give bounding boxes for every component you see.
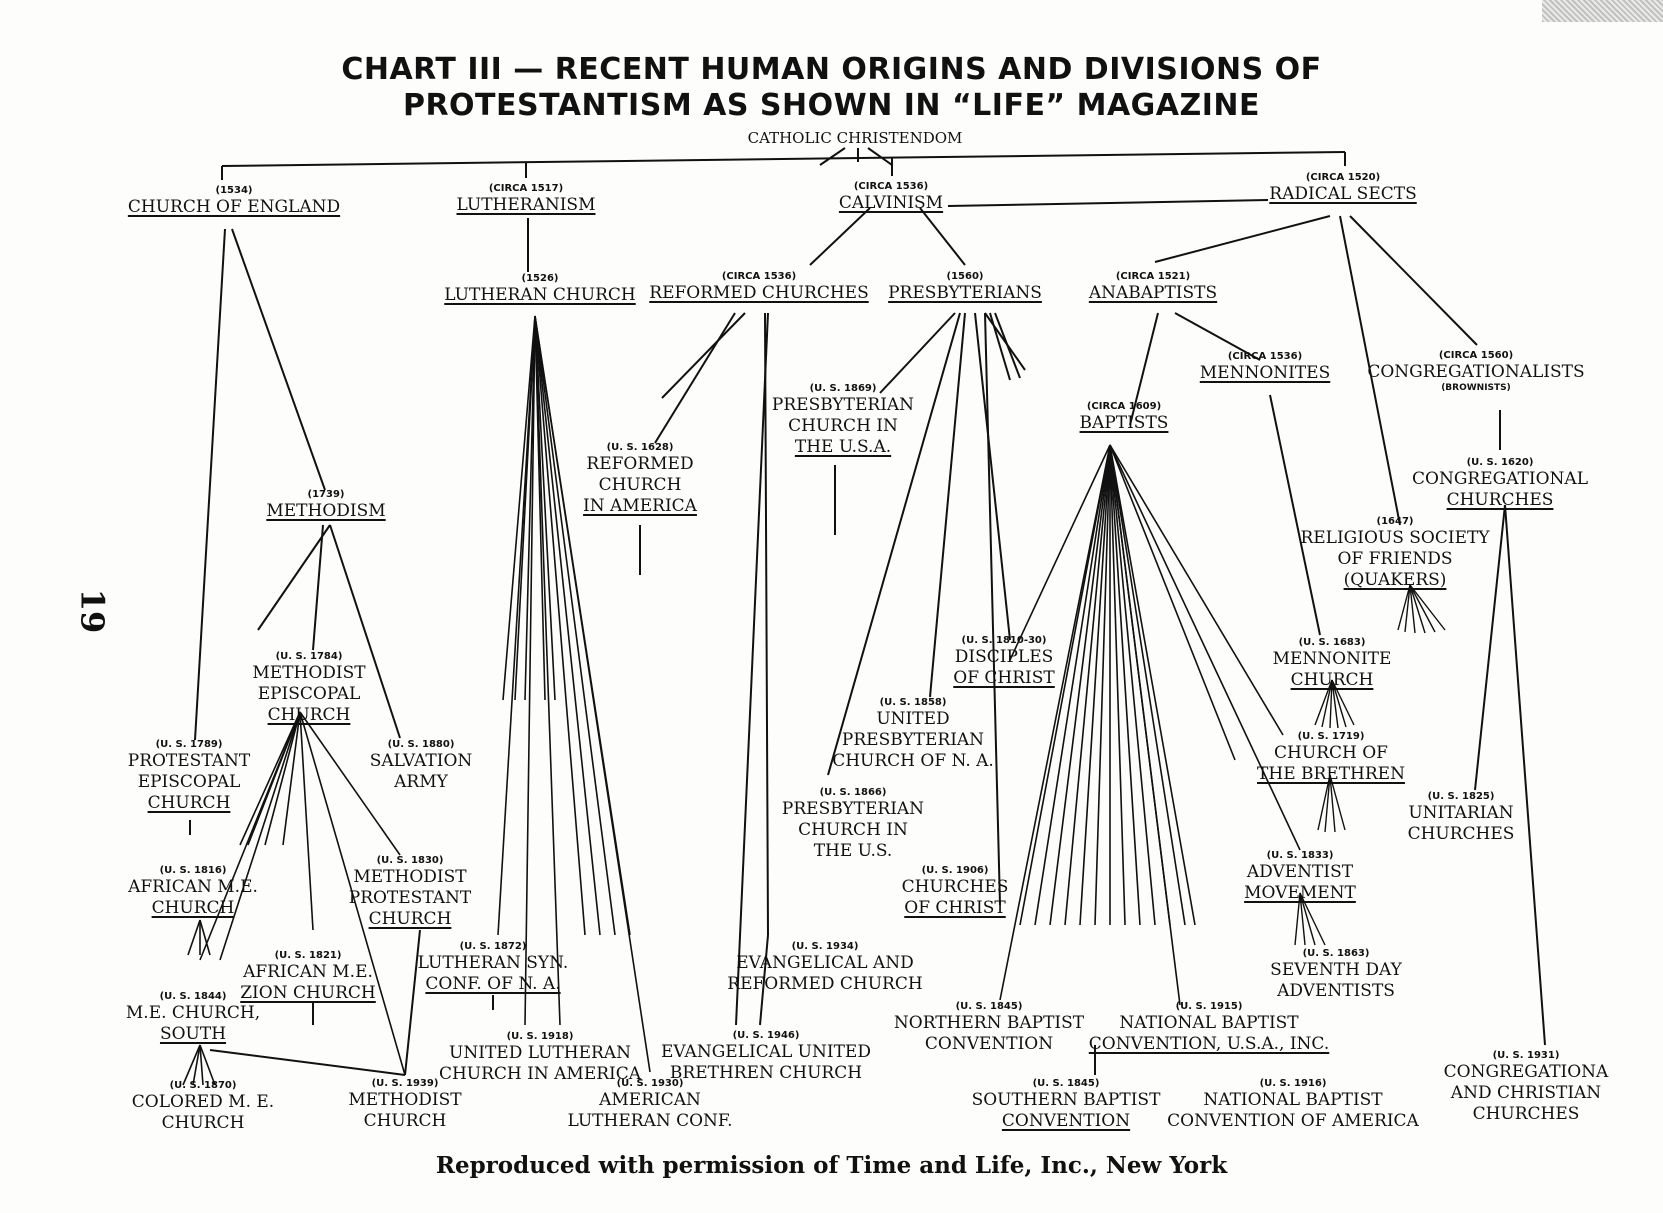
node-date: (U. S. 1789)	[155, 739, 223, 750]
node-presbyterians	[888, 271, 1042, 304]
node-name-line: UNITARIAN	[1408, 803, 1514, 823]
node-colored-me	[132, 1080, 274, 1134]
node-name-line: REFORMED CHURCHES	[649, 283, 869, 303]
node-date: (U. S. 1683)	[1298, 637, 1366, 648]
node-date: (U. S. 1628)	[606, 442, 674, 453]
node-lutheran-syn	[418, 941, 569, 995]
node-date: (U. S. 1931)	[1492, 1050, 1560, 1061]
node-date: (U. S. 1872)	[459, 941, 527, 952]
connector-line	[655, 313, 735, 443]
node-date: (U. S. 1939)	[371, 1078, 439, 1089]
connector-line	[1110, 445, 1140, 925]
node-name-line: CHURCH	[363, 1111, 447, 1131]
node-nbc-america	[1167, 1078, 1419, 1132]
node-evang-united	[661, 1030, 871, 1084]
node-name-line: UNITED	[876, 709, 950, 729]
node-date: (CIRCA 1536)	[721, 271, 797, 282]
node-date: (1739)	[307, 489, 345, 500]
node-salvation	[370, 739, 473, 793]
node-name-line: LUTHERANISM	[456, 195, 596, 215]
node-date: (1534)	[215, 185, 253, 196]
node-northern-baptist	[894, 1001, 1084, 1055]
connector-line	[1010, 445, 1110, 660]
connector-line	[1110, 445, 1300, 850]
connector-line	[1110, 445, 1180, 1005]
node-date: (U. S. 1918)	[506, 1031, 574, 1042]
node-name-line: NATIONAL BAPTIST	[1119, 1013, 1299, 1033]
node-name-line: CHURCH OF ENGLAND	[127, 197, 341, 217]
node-name-line: CHURCHES	[1446, 490, 1554, 510]
connector-line	[810, 208, 870, 265]
node-england	[128, 185, 340, 218]
node-name-line: METHODIST	[353, 867, 467, 887]
node-name-line: CONVENTION OF AMERICA	[1167, 1111, 1419, 1131]
node-name-line: PROTESTANT	[127, 751, 251, 771]
connector-line	[1110, 445, 1235, 760]
node-name-line: RELIGIOUS SOCIETY	[1300, 528, 1490, 548]
node-date: (U. S. 1863)	[1302, 948, 1370, 959]
node-name-line: LUTHERAN CONF.	[567, 1111, 733, 1131]
node-name-line: SALVATION	[369, 751, 473, 771]
node-date: (U. S. 1830)	[376, 855, 444, 866]
node-name-line: CONVENTION	[1001, 1111, 1131, 1131]
node-name-line: AFRICAN M.E.	[128, 877, 258, 897]
connector-line	[1505, 505, 1545, 1045]
node-name-line: SOUTH	[159, 1024, 227, 1044]
node-name-line: METHODIST	[348, 1090, 462, 1110]
node-date: (1647)	[1376, 516, 1414, 527]
node-date: (U. S. 1858)	[879, 697, 947, 708]
node-subtitle: (BROWNISTS)	[1441, 383, 1511, 393]
node-prot-episcopal	[128, 739, 250, 814]
node-amez	[240, 950, 376, 1004]
node-date: (U. S. 1930)	[616, 1078, 684, 1089]
node-name-line: MOVEMENT	[1244, 883, 1356, 903]
node-reformed-america	[583, 442, 697, 517]
node-pres-us	[782, 787, 924, 862]
node-name-line: CALVINISM	[838, 193, 944, 213]
node-date: (CIRCA 1520)	[1305, 172, 1381, 183]
node-me-south	[126, 991, 260, 1045]
node-lutheranism	[457, 183, 596, 216]
node-name-line: CONGREGATIONA	[1443, 1062, 1609, 1082]
node-name-line: EPISCOPAL	[257, 684, 361, 704]
node-name-line: OF CHRIST	[904, 898, 1006, 918]
node-african-me	[128, 865, 258, 919]
node-name-line: BRETHREN CHURCH	[669, 1063, 863, 1083]
node-name-line: IN AMERICA	[583, 496, 697, 516]
node-name-line: CHURCH	[147, 793, 231, 813]
node-date: (U. S. 1810-30)	[961, 635, 1047, 646]
node-name-line: M.E. CHURCH,	[125, 1003, 261, 1023]
node-name-line: UNITED LUTHERAN	[449, 1043, 631, 1063]
node-name-line: PRESBYTERIAN	[781, 799, 925, 819]
node-baptists	[1080, 401, 1169, 434]
node-name-line: SOUTHERN BAPTIST	[971, 1090, 1161, 1110]
connector-line	[535, 316, 555, 700]
node-name-line: EVANGELICAL UNITED	[661, 1042, 871, 1062]
node-name-line: REFORMED CHURCH	[727, 974, 923, 994]
node-unitarian	[1408, 791, 1515, 845]
connector-line	[188, 920, 200, 955]
node-name-line: PRESBYTERIAN	[841, 730, 985, 750]
connector-line	[535, 316, 615, 935]
connector-line	[736, 313, 768, 1025]
node-name-line: EPISCOPAL	[137, 772, 241, 792]
node-methodism	[266, 489, 385, 522]
node-name-line: CHURCH	[368, 909, 452, 929]
node-evang-reformed	[727, 941, 922, 995]
node-american-lutheran	[568, 1078, 733, 1132]
node-date: (U. S. 1915)	[1175, 1001, 1243, 1012]
node-name-line: CHURCH IN AMERICA	[438, 1064, 642, 1084]
node-catholic	[748, 128, 963, 149]
connector-line	[535, 316, 560, 1025]
node-disciples	[953, 635, 1054, 689]
node-name-line: CHURCH	[151, 898, 235, 918]
node-date: (U. S. 1866)	[819, 787, 887, 798]
connector-line	[1410, 585, 1445, 630]
node-name-line: CHURCH	[1290, 670, 1374, 690]
connector-line	[868, 148, 892, 165]
connector-line	[820, 148, 845, 165]
connector-line	[232, 229, 325, 490]
node-methodist-church	[348, 1078, 461, 1132]
node-name-line: ANABAPTISTS	[1088, 283, 1218, 303]
node-name-line: CHURCH OF	[1274, 743, 1388, 763]
node-cong-churches	[1412, 457, 1588, 511]
connector-line	[195, 229, 225, 740]
connector-line	[765, 313, 768, 935]
connector-line	[210, 1050, 405, 1075]
node-name-line: PRESBYTERIAN	[771, 395, 915, 415]
connector-line	[920, 208, 965, 265]
node-name-line: OF CHRIST	[953, 668, 1055, 688]
node-name-line: CONGREGATIONAL	[1412, 469, 1588, 489]
node-methodist-prot	[349, 855, 471, 930]
node-date: (U. S. 1916)	[1259, 1078, 1327, 1089]
node-quakers	[1300, 516, 1489, 591]
node-name-line: CHURCH IN	[788, 416, 898, 436]
node-name-line: PRESBYTERIANS	[888, 283, 1042, 303]
node-name-line: CONGREGATIONALISTS	[1367, 362, 1585, 382]
node-date: (U. S. 1620)	[1466, 457, 1534, 468]
node-date: (U. S. 1845)	[955, 1001, 1023, 1012]
node-date: (CIRCA 1536)	[853, 181, 929, 192]
node-cong-christian	[1444, 1050, 1609, 1125]
node-date: (U. S. 1821)	[274, 950, 342, 961]
connector-line	[985, 313, 1000, 905]
node-date: (CIRCA 1536)	[1227, 351, 1303, 362]
node-name-line: CHURCH	[267, 705, 351, 725]
node-date: (CIRCA 1609)	[1086, 401, 1162, 412]
node-name-line: CATHOLIC CHRISTENDOM	[747, 129, 963, 147]
node-name-line: SEVENTH DAY	[1270, 960, 1402, 980]
node-date: (U. S. 1845)	[1032, 1078, 1100, 1089]
node-name-line: CHURCH	[161, 1113, 245, 1133]
node-date: (CIRCA 1517)	[488, 183, 564, 194]
page-number: 19	[73, 588, 112, 634]
node-name-line: CHURCH OF N. A.	[832, 751, 994, 771]
node-name-line: METHODIST	[252, 663, 366, 683]
node-name-line: DISCIPLES	[954, 647, 1054, 667]
node-name-line: LUTHERAN CHURCH	[444, 285, 636, 305]
node-name-line: AFRICAN M.E.	[243, 962, 373, 982]
node-name-line: CHURCH IN	[798, 820, 908, 840]
connector-line	[880, 313, 955, 393]
node-brethren	[1257, 731, 1405, 785]
connector-line	[300, 712, 313, 930]
node-name-line: CHURCHES	[1407, 824, 1515, 844]
node-name-line: METHODISM	[266, 501, 386, 521]
credit-line: Reproduced with permission of Time and Life, Inc., New York	[435, 1152, 1228, 1179]
node-lutheran-church	[444, 273, 635, 306]
node-nbc-usa	[1089, 1001, 1329, 1055]
node-date: (1560)	[946, 271, 984, 282]
node-date: (U. S. 1880)	[387, 739, 455, 750]
node-name-line: ZION CHURCH	[240, 983, 376, 1003]
node-ulca	[439, 1031, 641, 1085]
node-name-line: ADVENTISTS	[1277, 981, 1395, 1001]
node-churches-christ	[902, 865, 1009, 919]
connector-line	[1050, 445, 1110, 925]
node-name-line: AND CHRISTIAN	[1450, 1083, 1602, 1103]
connector-line	[1155, 216, 1330, 262]
node-mec	[252, 651, 365, 726]
connector-line	[535, 316, 600, 935]
node-name-line: NORTHERN BAPTIST	[893, 1013, 1085, 1033]
node-calvinism	[839, 181, 943, 214]
connector-line	[1350, 216, 1477, 345]
node-date: (U. S. 1719)	[1297, 731, 1365, 742]
node-name-line: AMERICAN	[599, 1090, 701, 1110]
node-name-line: NATIONAL BAPTIST	[1203, 1090, 1383, 1110]
node-name-line: CONVENTION	[924, 1034, 1054, 1054]
node-name-line: ADVENTIST	[1246, 862, 1354, 882]
node-radical	[1269, 172, 1416, 205]
node-pres-usa	[772, 383, 914, 458]
node-name-line: CONVENTION, U.S.A., INC.	[1088, 1034, 1330, 1054]
node-date: (U. S. 1934)	[791, 941, 859, 952]
node-date: (U. S. 1784)	[275, 651, 343, 662]
node-name-line: THE BRETHREN	[1257, 764, 1405, 784]
node-name-line: PROTESTANT	[348, 888, 472, 908]
node-name-line: CHURCHES	[1472, 1104, 1580, 1124]
node-date: (U. S. 1869)	[809, 383, 877, 394]
node-name-line: RADICAL SECTS	[1269, 184, 1417, 204]
node-date: (CIRCA 1560)	[1438, 350, 1514, 361]
node-mennonite-church	[1273, 637, 1392, 691]
connector-line	[1000, 445, 1110, 1000]
node-congregationalists	[1367, 350, 1584, 394]
node-date: (U. S. 1825)	[1427, 791, 1495, 802]
node-name-line: EVANGELICAL AND	[736, 953, 914, 973]
node-southern-baptist	[972, 1078, 1161, 1132]
node-name-line: CONF. OF N. A.	[425, 974, 561, 994]
node-mennonites	[1200, 351, 1331, 384]
node-name-line: OF FRIENDS	[1337, 549, 1453, 569]
node-date: (U. S. 1870)	[169, 1080, 237, 1091]
node-date: (CIRCA 1521)	[1115, 271, 1191, 282]
node-upcna	[832, 697, 994, 772]
node-anabaptists	[1089, 271, 1217, 304]
node-date: (U. S. 1833)	[1266, 850, 1334, 861]
node-name-line: (QUAKERS)	[1343, 570, 1447, 590]
node-date: (U. S. 1816)	[159, 865, 227, 876]
connector-line	[948, 200, 1268, 206]
node-name-line: THE U.S.A.	[794, 437, 892, 457]
node-date: (U. S. 1844)	[159, 991, 227, 1002]
node-name-line: LUTHERAN SYN.	[417, 953, 569, 973]
connector-line	[183, 1045, 200, 1085]
node-name-line: ARMY	[394, 772, 448, 792]
node-name-line: CHURCHES	[901, 877, 1009, 897]
node-name-line: BAPTISTS	[1079, 413, 1169, 433]
node-name-line: COLORED M. E.	[131, 1092, 275, 1112]
node-name-line: CHURCH	[598, 475, 682, 495]
node-date: (U. S. 1946)	[732, 1030, 800, 1041]
node-name-line: MENNONITE	[1272, 649, 1392, 669]
node-adventist	[1244, 850, 1356, 904]
node-name-line: REFORMED	[586, 454, 694, 474]
node-date: (U. S. 1906)	[921, 865, 989, 876]
node-seventh-day	[1270, 948, 1402, 1002]
connector-line	[222, 152, 1345, 166]
connector-line	[193, 1045, 200, 1085]
chart-title-line-2: PROTESTANTISM AS SHOWN IN “LIFE” MAGAZINE	[402, 88, 1261, 123]
node-date: (1526)	[521, 273, 559, 284]
connector-line	[662, 313, 745, 398]
connector-line	[1270, 395, 1320, 635]
node-name-line: MENNONITES	[1199, 363, 1331, 383]
chart-title-line-1: CHART III — RECENT HUMAN ORIGINS AND DIVISIONS OF	[341, 52, 1322, 87]
node-name-line: THE U.S.	[813, 841, 893, 861]
node-reformed	[649, 271, 868, 304]
